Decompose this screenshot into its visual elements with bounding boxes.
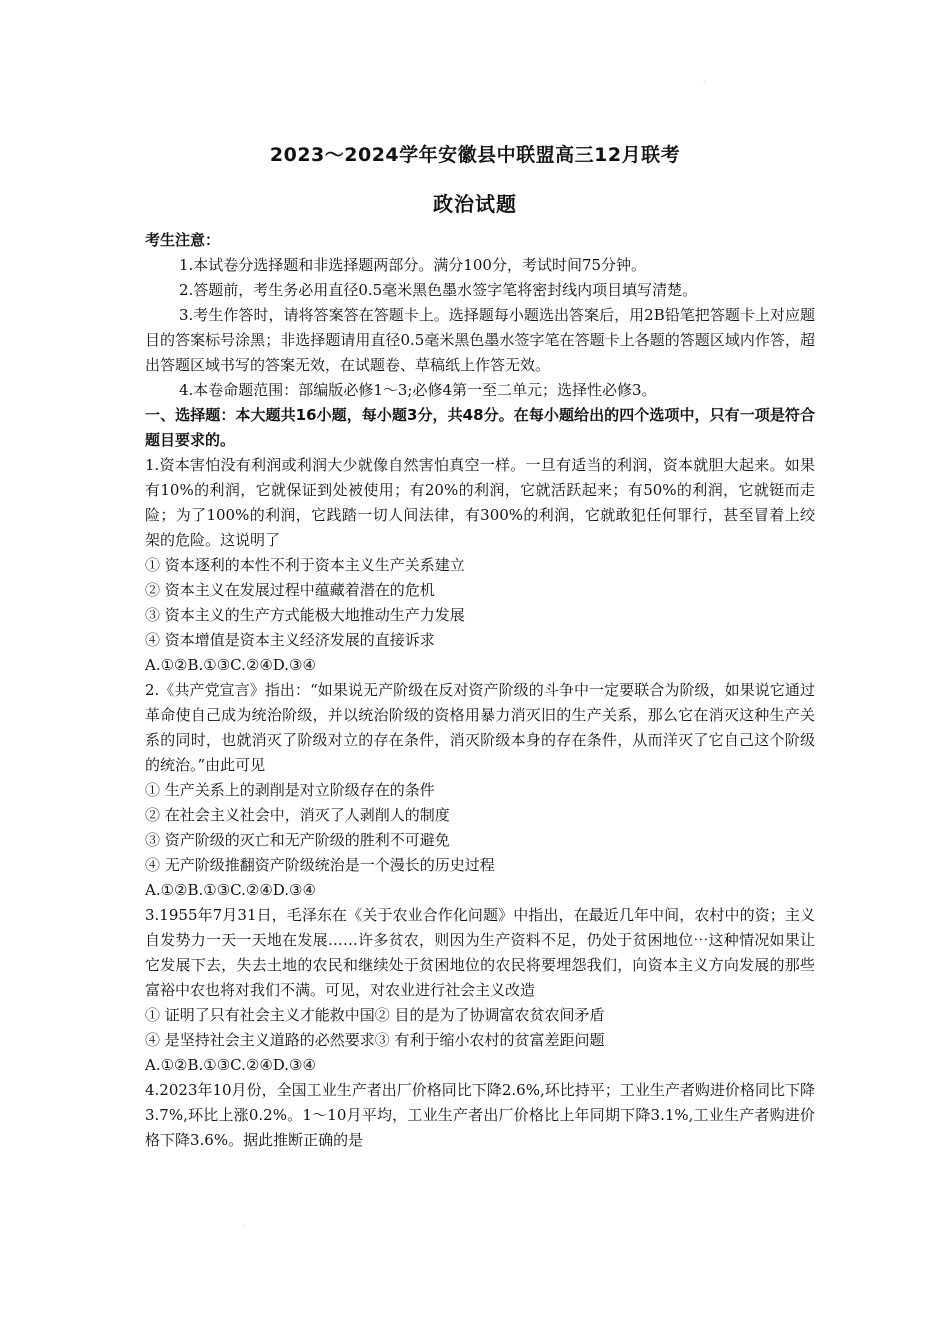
question-option: ① 资本逐利的本性不利于资本主义生产关系建立 (145, 556, 465, 574)
question-option: ④ 无产阶级推翻资产阶级统治是一个漫长的历史过程 (145, 856, 495, 874)
notice-item: 1.本试卷分选择题和非选择题两部分。满分100分，考试时间75分钟。 (179, 256, 647, 274)
answer-choices: A.①②B.①③C.②④D.③④ (145, 656, 316, 674)
exam-subject: 政治试题 (433, 192, 517, 216)
section-heading: 一、选择题：本大题共16小题，每小题3分，共48分。在每小题给出的四个选项中，只有一项是符合题目要求的。 (145, 406, 815, 449)
question-option: ② 在社会主义社会中，消灭了人剥削人的制度 (145, 806, 450, 824)
question-stem: 2.《共产党宣言》指出：“如果说无产阶级在反对资产阶级的斗争中一定要联合为阶级，如果说它通过革命使自己成为统治阶级，并以统治阶级的资格用暴力消灭旧的生产关系，那么它在消灭这种生产关系的同时，也就消灭了阶级对立的存在条件，消灭阶级本身的存在条件，从而洋灭了它自己这个阶级的统治。”由此可见 (145, 681, 815, 774)
question-option: ③ 资本主义的生产方式能极大地推动生产力发展 (145, 606, 465, 624)
question-option: ② 资本主义在发展过程中蕴藏着潜在的危机 (145, 581, 435, 599)
question-option: ④ 是坚持社会主义道路的必然要求③ 有利于缩小农村的贫富差距问题 (145, 1031, 605, 1049)
notice-item: 3.考生作答时，请将答案答在答题卡上。选择题每小题选出答案后，用2B铅笔把答题卡上对应题目的答案标号涂黑；非选择题请用直径0.5毫米黑色墨水签字笔在答题卡上各题的答题区域内作答，超出答题区域书写的答案无效，在试题卷、草稿纸上作答无效。 (145, 306, 815, 374)
question-stem: 3.1955年7月31日，毛泽东在《关于农业合作化问题》中指出，在最近几年中间，农村中的资；主义自发势力一天一天地在发展……许多贫农，则因为生产资料不足，仍处于贫困地位⋯这种情况如果让它发展下去，失去土地的农民和继续处于贫困地位的农民将要埋怨我们，向资本主义方向发展的那些富裕中农也将对我们不满。可见，对农业进行社会主义改造 (145, 906, 815, 999)
scan-speck: · (242, 1222, 245, 1231)
notice-item: 4.本卷命题范围：部编版必修1～3;必修4第一至二单元；选择性必修3。 (179, 381, 657, 399)
answer-choices: A.①②B.①③C.②④D.③④ (145, 881, 316, 899)
notice-item: 2.答题前，考生务必用直径0.5毫米黑色墨水签字笔将密封线内项目填写清楚。 (179, 281, 698, 299)
notice-heading: 考生注意： (145, 231, 221, 249)
exam-title: 2023～2024学年安徽县中联盟高三12月联考 (269, 144, 681, 166)
question-stem: 4.2023年10月份，全国工业生产者出厂价格同比下降2.6%,环比持平；工业生产者购进价格同比下降3.7%,环比上涨0.2%。1～10月平均，工业生产者出厂价格比上年同期下降3.1%,工业生产者购进价格下降3.6%。据此推断正确的是 (145, 1081, 815, 1149)
question-option: ① 证明了只有社会主义才能救中国② 目的是为了协调富农贫农间矛盾 (145, 1006, 605, 1024)
question-stem: 1.资本害怕没有利润或利润大少就像自然害怕真空一样。一旦有适当的利润，资本就胆大起来。如果有10%的利润，它就保证到处被使用；有20%的利润，它就活跃起来；有50%的利润，它就铤而走险；为了100%的利润，它践踏一切人间法律，有300%的利润，它就敢犯任何罪行，甚至冒着上绞架的危险。这说明了 (145, 456, 815, 549)
question-option: ③ 资产阶级的灭亡和无产阶级的胜利不可避免 (145, 831, 450, 849)
exam-content (145, 228, 815, 1153)
answer-choices: A.①②B.①③C.②④D.③④ (145, 1056, 316, 1074)
question-option: ④ 资本增值是资本主义经济发展的直接诉求 (145, 631, 435, 649)
question-option: ① 生产关系上的剥削是对立阶级存在的条件 (145, 781, 435, 799)
scan-speck: · (703, 78, 706, 87)
